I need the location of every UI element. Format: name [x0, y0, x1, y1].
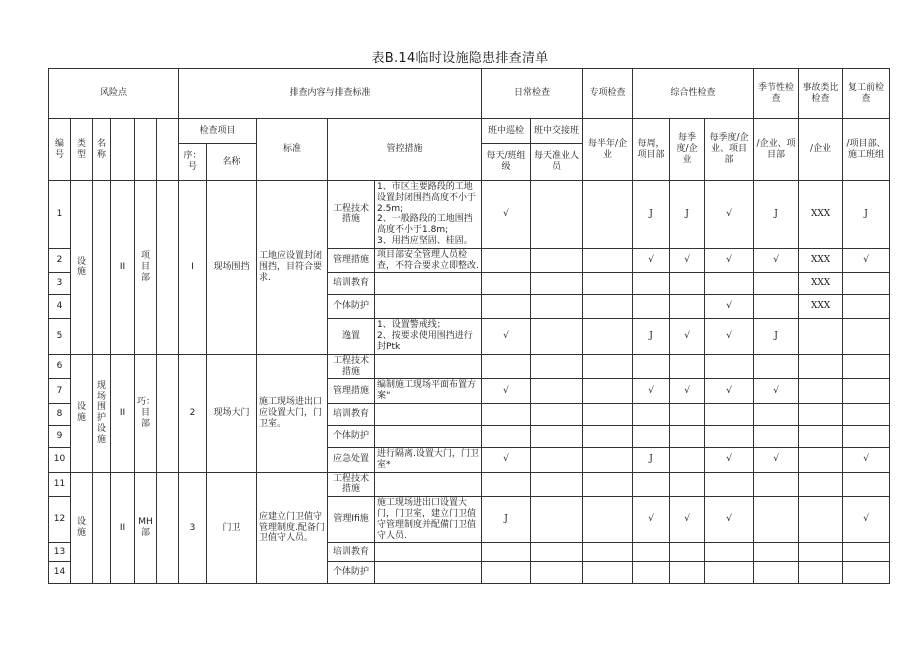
- control-detail: [375, 273, 482, 295]
- check-mark: J: [482, 497, 531, 543]
- group-dept: MH部: [135, 472, 157, 584]
- check-mark: [754, 543, 799, 562]
- check-mark: [531, 273, 583, 295]
- row-number: 1: [49, 181, 71, 249]
- check-mark: [799, 379, 843, 404]
- check-mark: J: [633, 181, 670, 249]
- check-mark: [583, 273, 633, 295]
- group-spacer: [157, 472, 179, 584]
- check-mark: [583, 354, 633, 379]
- check-mark: J: [843, 181, 890, 249]
- check-mark: [482, 425, 531, 447]
- check-mark: [754, 295, 799, 319]
- check-mark: [482, 543, 531, 562]
- check-mark: [799, 562, 843, 584]
- check-mark: [843, 319, 890, 354]
- header-item-name: 名称: [207, 144, 257, 181]
- table-row: [49, 181, 890, 249]
- check-mark: √: [754, 248, 799, 273]
- check-mark: [705, 273, 754, 295]
- control-measure: 培训教育: [328, 403, 375, 425]
- header-freq-comp1: 每周，项目部: [633, 119, 670, 181]
- check-mark: √: [843, 497, 890, 543]
- check-mark: [843, 403, 890, 425]
- group-name: [93, 181, 111, 355]
- check-mark: [670, 425, 705, 447]
- control-detail: 进行隔离.设置大门，门卫室*: [375, 447, 482, 472]
- check-mark: XXX: [799, 295, 843, 319]
- check-mark: [754, 354, 799, 379]
- row-number: 4: [49, 295, 71, 319]
- control-detail: 1、设置警戒线； 2、按要求使用围挡进行封Ptk: [375, 319, 482, 354]
- check-mark: √: [633, 497, 670, 543]
- header-freq-special: 每半年/企业: [583, 119, 633, 181]
- row-number: 14: [49, 562, 71, 584]
- check-mark: [633, 295, 670, 319]
- check-mark: [482, 295, 531, 319]
- check-mark: [705, 354, 754, 379]
- group-item-name: 门卫: [207, 472, 257, 584]
- check-mark: [482, 354, 531, 379]
- check-mark: [583, 425, 633, 447]
- check-mark: [531, 543, 583, 562]
- check-mark: [583, 497, 633, 543]
- check-mark: [754, 472, 799, 497]
- check-mark: [531, 295, 583, 319]
- row-number: 9: [49, 425, 71, 447]
- group-item-name: 现场围挡: [207, 181, 257, 355]
- check-mark: [633, 273, 670, 295]
- check-mark: [670, 403, 705, 425]
- check-mark: [633, 562, 670, 584]
- header-special-check: 专项检查: [583, 69, 633, 119]
- hazard-checklist-table: [48, 68, 890, 584]
- check-mark: [583, 248, 633, 273]
- control-detail: [375, 472, 482, 497]
- control-measure: 管理措施: [328, 379, 375, 404]
- header-freq-season: 每季度/企业、项目部: [705, 119, 754, 181]
- row-number: 12: [49, 497, 71, 543]
- control-measure: 工程技术措施: [328, 181, 375, 249]
- check-mark: [531, 497, 583, 543]
- control-measure: 培训教育: [328, 543, 375, 562]
- check-mark: [633, 354, 670, 379]
- check-mark: [531, 181, 583, 249]
- group-standard: 施工现场进出口应设置大门，门卫室。: [257, 354, 328, 472]
- group-name: [93, 472, 111, 584]
- check-mark: [670, 295, 705, 319]
- check-mark: [583, 181, 633, 249]
- check-mark: [705, 425, 754, 447]
- header-freq-comp2: 每季度/企业: [670, 119, 705, 181]
- check-mark: [670, 354, 705, 379]
- check-mark: √: [670, 379, 705, 404]
- group-spacer: [157, 354, 179, 472]
- check-mark: [583, 379, 633, 404]
- group-level: II: [111, 354, 135, 472]
- check-mark: [633, 543, 670, 562]
- check-mark: √: [754, 379, 799, 404]
- header-risk-point: 风险点: [49, 69, 179, 119]
- check-mark: [583, 562, 633, 584]
- check-mark: J: [633, 447, 670, 472]
- check-mark: J: [633, 319, 670, 354]
- check-mark: [843, 273, 890, 295]
- group-item-name: 现场大门: [207, 354, 257, 472]
- control-measure: 培训教育: [328, 273, 375, 295]
- row-number: 2: [49, 248, 71, 273]
- check-mark: [799, 472, 843, 497]
- group-type: 设施: [71, 181, 93, 355]
- group-seq: 2: [179, 354, 207, 472]
- check-mark: [482, 273, 531, 295]
- check-mark: [754, 562, 799, 584]
- header-control: 管控措施: [328, 119, 482, 181]
- check-mark: √: [482, 181, 531, 249]
- header-content-standard: 排查内容与排查标准: [179, 69, 482, 119]
- control-measure: 管理措施: [328, 248, 375, 273]
- check-mark: [754, 273, 799, 295]
- check-mark: [583, 403, 633, 425]
- check-mark: [531, 354, 583, 379]
- check-mark: √: [705, 379, 754, 404]
- check-mark: J: [754, 181, 799, 249]
- control-detail: [375, 295, 482, 319]
- check-mark: [583, 472, 633, 497]
- group-standard: 应建立门卫值守管理制度.配备门卫值守人员。: [257, 472, 328, 584]
- check-mark: [843, 425, 890, 447]
- check-mark: J: [754, 319, 799, 354]
- control-detail: 项目部安全管理人员检查，不符合要求立即整改.: [375, 248, 482, 273]
- check-mark: √: [705, 497, 754, 543]
- check-mark: XXX: [799, 273, 843, 295]
- row-number: 5: [49, 319, 71, 354]
- group-dept: 巧：目部: [135, 354, 157, 472]
- group-level: II: [111, 472, 135, 584]
- group-type: 设施: [71, 354, 93, 472]
- check-mark: [583, 543, 633, 562]
- check-mark: [799, 403, 843, 425]
- check-mark: [843, 562, 890, 584]
- check-mark: [843, 543, 890, 562]
- control-measure: 工程技术措施: [328, 354, 375, 379]
- check-mark: [633, 425, 670, 447]
- check-mark: XXX: [799, 248, 843, 273]
- group-dept: 项目部: [135, 181, 157, 355]
- check-mark: √: [843, 248, 890, 273]
- header-freq-resume: /项目部、施工班组: [843, 119, 890, 181]
- check-mark: [670, 543, 705, 562]
- header-shift-handover: 班中交接班: [531, 119, 583, 144]
- table-row: [49, 354, 890, 379]
- check-mark: √: [705, 447, 754, 472]
- row-number: 11: [49, 472, 71, 497]
- group-seq: 3: [179, 472, 207, 584]
- row-number: 6: [49, 354, 71, 379]
- check-mark: XXX: [799, 181, 843, 249]
- header-freq-extra: /企业、项目部: [754, 119, 799, 181]
- header-daily-check: 日常检查: [482, 69, 583, 119]
- control-detail: [375, 403, 482, 425]
- check-mark: [670, 273, 705, 295]
- check-mark: [531, 319, 583, 354]
- check-mark: √: [705, 181, 754, 249]
- header-no: 编号: [49, 119, 71, 181]
- check-mark: J: [670, 181, 705, 249]
- group-name: 现场围护设施: [93, 354, 111, 472]
- check-mark: [633, 472, 670, 497]
- header-standard: 标准: [257, 119, 328, 181]
- header-seasonal-check: 季节性检查: [754, 69, 799, 119]
- check-mark: √: [705, 248, 754, 273]
- control-detail: 施工现场进出口设置大门，门卫室，建立门卫值守管理制度并配備门卫值守人员.: [375, 497, 482, 543]
- control-measure: 应急处置: [328, 447, 375, 472]
- check-mark: [531, 425, 583, 447]
- check-mark: [583, 295, 633, 319]
- group-spacer: [157, 181, 179, 355]
- control-detail: [375, 354, 482, 379]
- check-mark: [633, 403, 670, 425]
- check-mark: [482, 562, 531, 584]
- check-mark: [670, 447, 705, 472]
- check-mark: [670, 562, 705, 584]
- check-mark: [843, 354, 890, 379]
- check-mark: √: [633, 248, 670, 273]
- group-type: 设施: [71, 472, 93, 584]
- header-resume-check: 复工前检查: [843, 69, 890, 119]
- header-seq: 序：号: [179, 144, 207, 181]
- group-standard: 工地应设置封闭围挡，目符合要求.: [257, 181, 328, 355]
- table-row: [49, 472, 890, 497]
- check-mark: [799, 425, 843, 447]
- check-mark: [583, 447, 633, 472]
- check-mark: [531, 472, 583, 497]
- check-mark: √: [633, 379, 670, 404]
- check-mark: [531, 562, 583, 584]
- check-mark: [531, 379, 583, 404]
- check-mark: [705, 403, 754, 425]
- control-measure: 工程技术措施: [328, 472, 375, 497]
- control-measure: 管理Ifi施: [328, 497, 375, 543]
- check-mark: √: [705, 295, 754, 319]
- row-number: 7: [49, 379, 71, 404]
- control-detail: 编制施工现场平面布置方案“: [375, 379, 482, 404]
- check-mark: [799, 319, 843, 354]
- page-title: 表B.14临时设施隐患排查清单: [371, 51, 549, 66]
- header-shift-patrol: 班中巡检: [482, 119, 531, 144]
- row-number: 8: [49, 403, 71, 425]
- check-mark: [843, 472, 890, 497]
- check-mark: √: [843, 447, 890, 472]
- check-mark: √: [482, 319, 531, 354]
- check-mark: √: [482, 379, 531, 404]
- check-mark: [799, 354, 843, 379]
- control-detail: [375, 543, 482, 562]
- check-mark: [799, 447, 843, 472]
- check-mark: [531, 447, 583, 472]
- check-mark: [482, 472, 531, 497]
- check-mark: √: [482, 447, 531, 472]
- header-freq-handover: 每天准业人员: [531, 144, 583, 181]
- header-freq-patrol: 每天/班组级: [482, 144, 531, 181]
- check-mark: [583, 319, 633, 354]
- check-mark: [482, 248, 531, 273]
- control-detail: 1、市区主要路段的工地设置封闭围挡高度不小于 2.5m; 2、一般路段的工地围挡高度不小于1.8m; 3、用挡应坚固、桂固。: [375, 181, 482, 249]
- header-freq-accident: /企业: [799, 119, 843, 181]
- check-mark: √: [670, 319, 705, 354]
- header-type: 类型: [71, 119, 93, 181]
- check-mark: [482, 403, 531, 425]
- check-mark: [705, 562, 754, 584]
- group-level: II: [111, 181, 135, 355]
- check-mark: [754, 403, 799, 425]
- check-mark: [705, 543, 754, 562]
- control-detail: [375, 425, 482, 447]
- control-measure: 个体防护: [328, 425, 375, 447]
- check-mark: [670, 472, 705, 497]
- check-mark: [799, 497, 843, 543]
- check-mark: √: [670, 497, 705, 543]
- check-mark: √: [670, 248, 705, 273]
- check-mark: √: [754, 447, 799, 472]
- row-number: 13: [49, 543, 71, 562]
- header-comprehensive-check: 综合性检查: [633, 69, 754, 119]
- check-mark: [799, 543, 843, 562]
- control-measure: 个体防护: [328, 562, 375, 584]
- row-number: 10: [49, 447, 71, 472]
- header-accident-check: 事故类比检查: [799, 69, 843, 119]
- check-mark: [754, 425, 799, 447]
- header-check-item: 检查项目: [179, 119, 257, 144]
- group-seq: I: [179, 181, 207, 355]
- check-mark: [843, 295, 890, 319]
- check-mark: [531, 248, 583, 273]
- check-mark: [754, 497, 799, 543]
- check-mark: [531, 403, 583, 425]
- control-detail: [375, 562, 482, 584]
- check-mark: [843, 379, 890, 404]
- row-number: 3: [49, 273, 71, 295]
- control-measure: 逸置: [328, 319, 375, 354]
- header-name: 名称: [93, 119, 111, 181]
- check-mark: [705, 472, 754, 497]
- check-mark: √: [705, 319, 754, 354]
- control-measure: 个体防护: [328, 295, 375, 319]
